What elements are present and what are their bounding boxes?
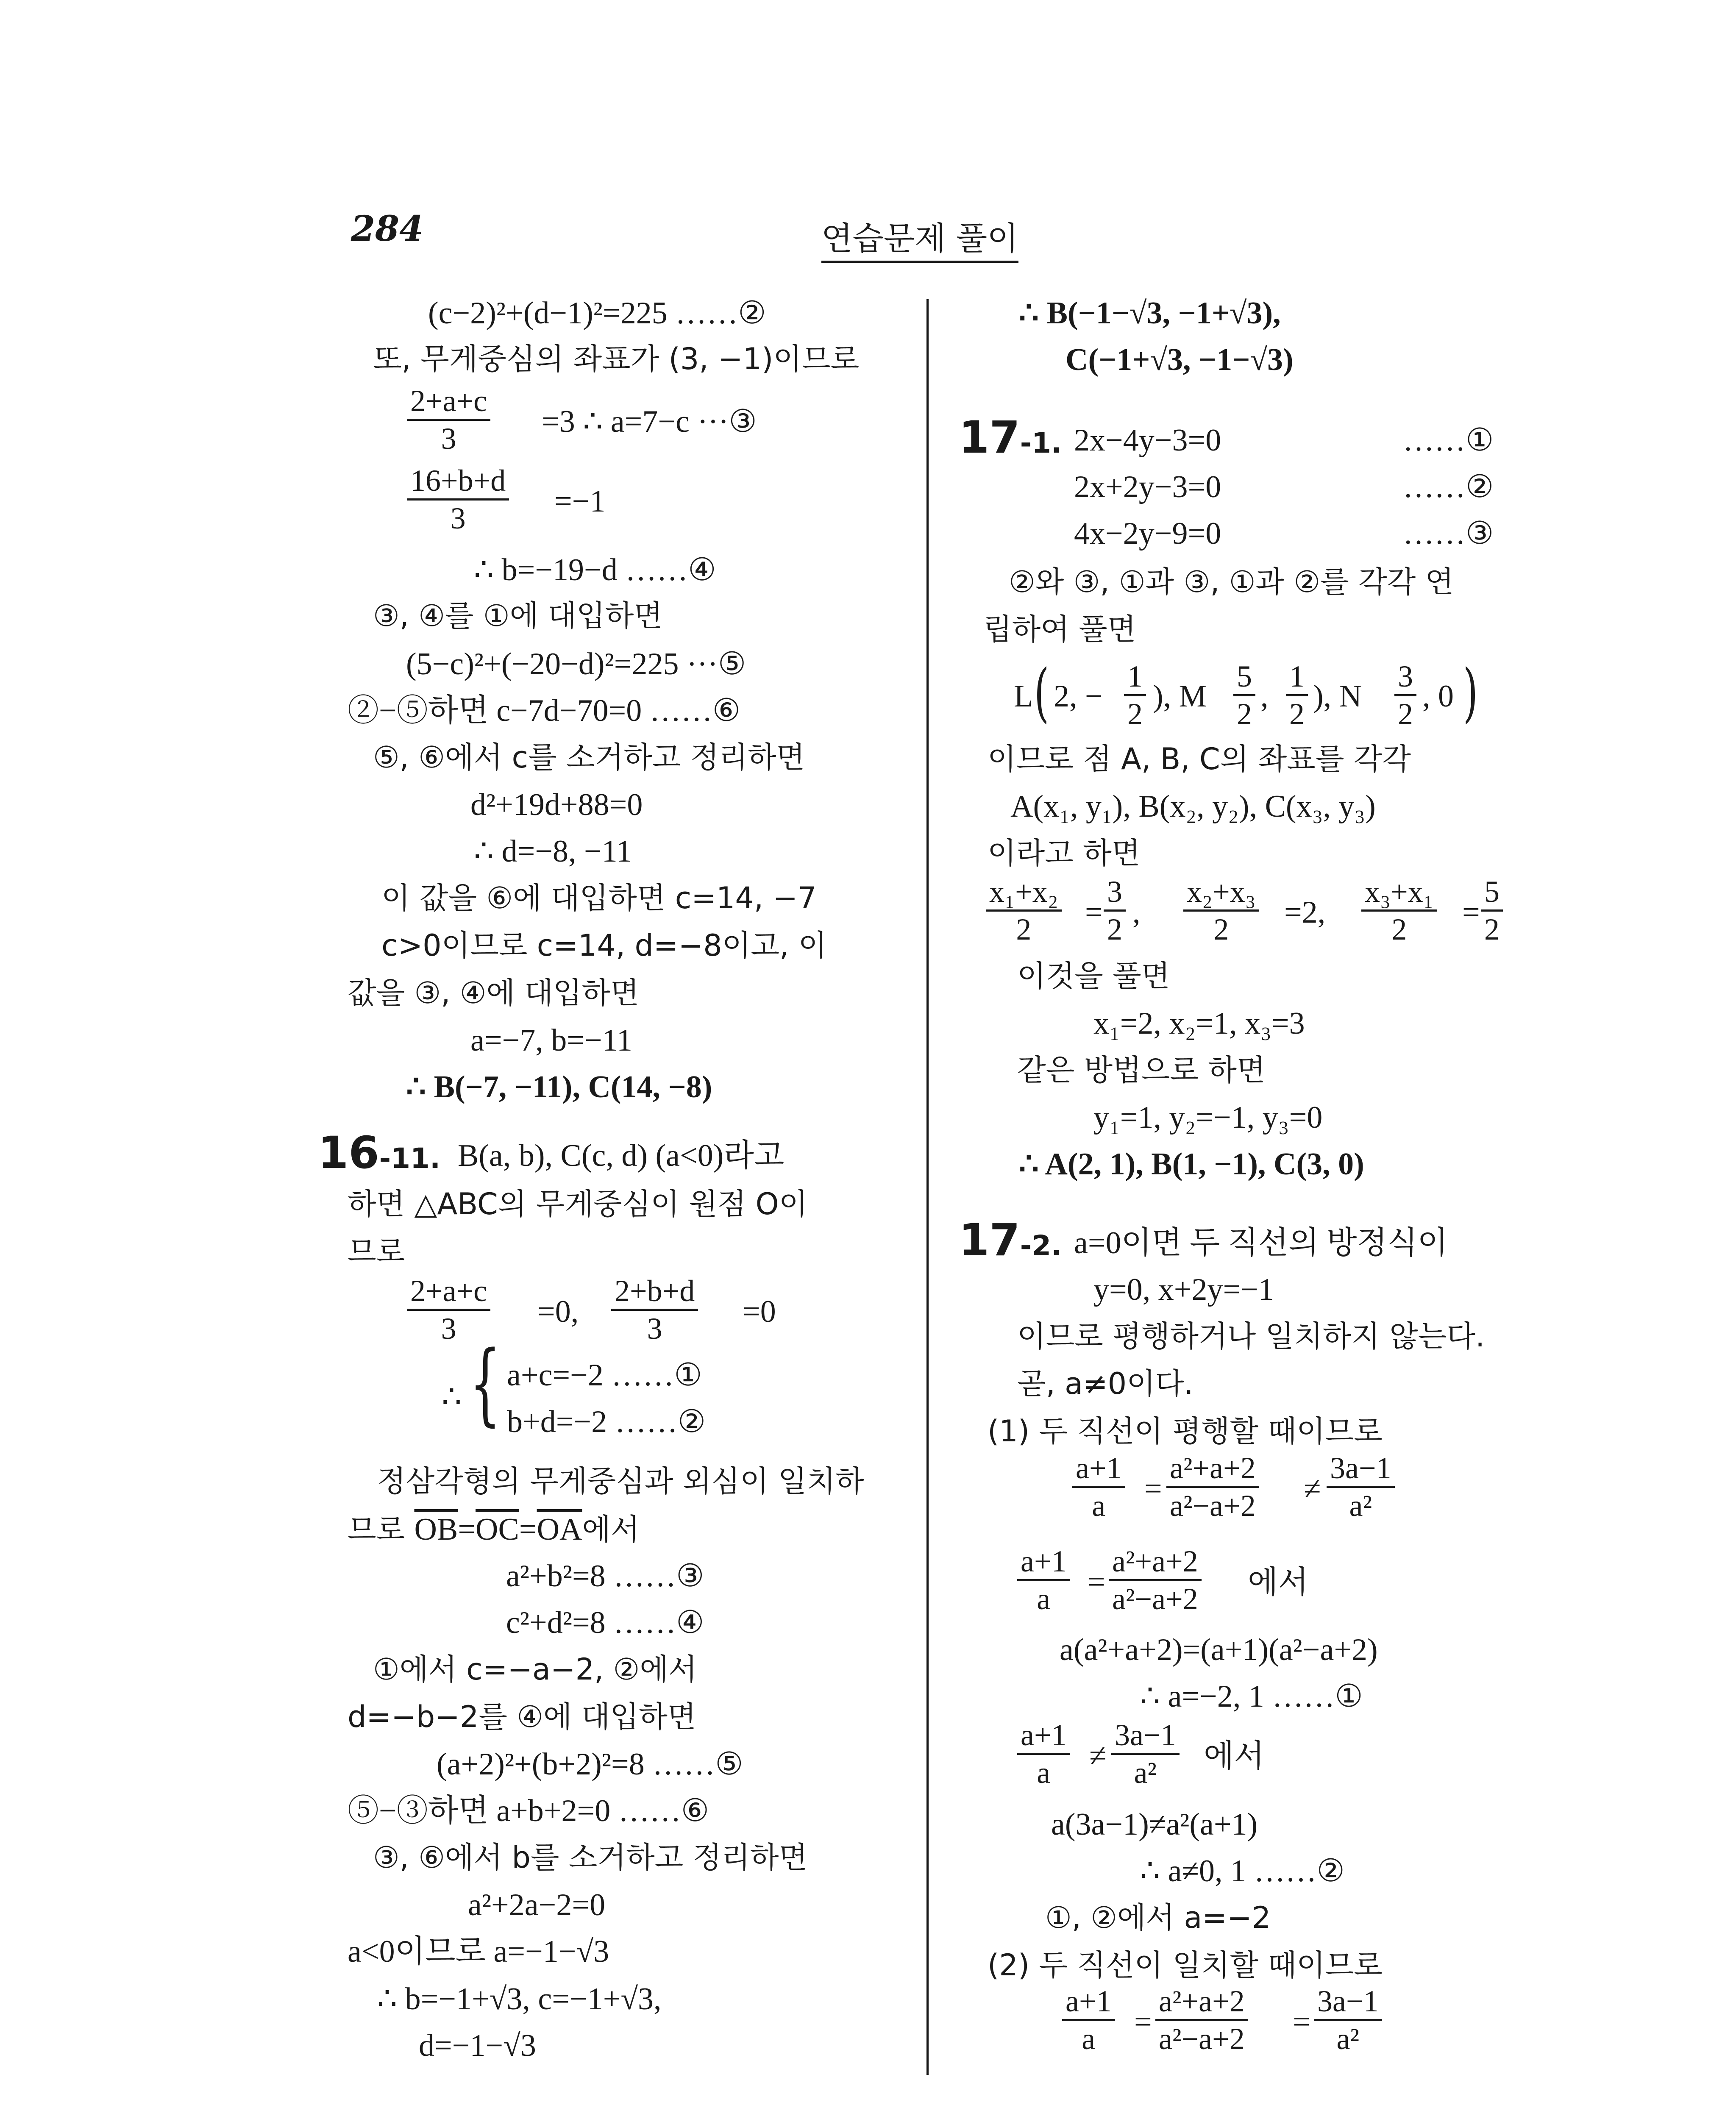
eq-line: ⑤−③하면 a+b+2=0 ……⑥: [348, 1794, 709, 1828]
text-line: ②와 ③, ①과 ③, ①과 ②를 각각 연: [1009, 565, 1454, 599]
fraction: $\frac{5}{2}$: [1481, 876, 1503, 945]
eq-tag: ……②: [1403, 470, 1494, 504]
eq-line: y=0, x+2y=−1: [1093, 1272, 1274, 1307]
fraction: $\frac{\text{x₂+x₃}}{2}$: [1183, 876, 1259, 945]
eq-rest: =0: [743, 1294, 776, 1329]
eq-line: 2x+2y−3=0: [1074, 470, 1221, 504]
paren: ): [1463, 656, 1478, 730]
system-line: a+c=−2 ……①: [507, 1358, 702, 1393]
coord-text: , 0: [1422, 679, 1454, 714]
eq-rest: =2,: [1284, 895, 1326, 930]
eq-line: A(x₁, y₁), B(x₂, y₂), C(x₃, y₃): [1010, 789, 1376, 824]
eq-line: d²+19d+88=0: [470, 787, 643, 822]
text-line: 립하여 풀면: [983, 612, 1136, 647]
coord-sep: ,: [1260, 679, 1269, 714]
fraction: $\frac{\text{a²+a+2}}{\text{a²−a+2}}$: [1166, 1453, 1259, 1521]
eq-sign: =: [1085, 895, 1103, 930]
answer-line: C(−1+√3, −1−√3): [1066, 342, 1294, 377]
eq-line: x₁=2, x₂=1, x₃=3: [1093, 1006, 1305, 1041]
system-line: b+d=−2 ……②: [507, 1404, 706, 1439]
coord-text: ), N: [1313, 679, 1362, 714]
fraction: $\frac{3a-1}{\text{a²}}$: [1327, 1453, 1395, 1521]
eq-rest: =3 ∴ a=7−c ···③: [542, 404, 757, 439]
text-line: 하면 △ABC의 무게중심이 원점 O이: [348, 1187, 808, 1221]
eq-line: y₁=1, y₂=−1, y₃=0: [1093, 1100, 1323, 1135]
eq-rest: 에서: [1204, 1738, 1264, 1774]
text-line: 이것을 풀면: [1017, 959, 1170, 993]
eq-line: ∴ b=−1+√3, c=−1+√3,: [377, 1982, 662, 2016]
fraction: $\frac{1}{2}$: [1124, 661, 1146, 729]
text-line: 이므로 점 A, B, C의 좌표를 각각: [988, 742, 1411, 776]
fraction: $\frac{5}{2}$: [1233, 661, 1255, 729]
eq-line: 2x−4y−3=0: [1074, 423, 1221, 458]
fraction: $\frac{2+a+c}{3}$: [407, 1276, 490, 1344]
problem-text: B(a, b), C(c, d) (a<0)라고: [458, 1138, 785, 1173]
text-line: 이라고 하면: [988, 836, 1141, 870]
text-line: 같은 방법으로 하면: [1017, 1053, 1266, 1087]
eq-sign: =: [1144, 1471, 1162, 1506]
eq-line: ∴ b=−19−d ……④: [474, 553, 716, 587]
text-line: (1) 두 직선이 평행할 때이므로: [988, 1414, 1383, 1449]
eq-line: a<0이므로 a=−1−√3: [348, 1934, 609, 1969]
fraction: $\frac{2+b+d}{3}$: [611, 1276, 698, 1344]
text-line: d=−b−2를 ④에 대입하면: [348, 1699, 696, 1734]
eq-line: ∴ a=−2, 1 ……①: [1140, 1679, 1363, 1714]
eq-rest: 에서: [1248, 1564, 1308, 1600]
fraction: $\frac{2+a+c}{3}$: [407, 386, 490, 454]
eq-line: (5−c)²+(−20−d)²=225 ···⑤: [406, 647, 746, 681]
text-line: ①, ②에서 a=−2: [1045, 1900, 1271, 1935]
eq-line: d=−1−√3: [419, 2028, 536, 2063]
eq-sign: =: [1462, 895, 1480, 930]
eq-line: ②−⑤하면 c−7d−70=0 ……⑥: [348, 693, 741, 728]
text-line: 또, 무게중심의 좌표가 (3, −1)이므로: [373, 342, 860, 376]
fraction: $\frac{\text{a²+a+2}}{\text{a²−a+2}}$: [1155, 1986, 1248, 2054]
coord-text: ), M: [1153, 679, 1207, 714]
eq-sign: ≠: [1304, 1471, 1321, 1506]
eq-line: 4x−2y−9=0: [1074, 516, 1221, 551]
problem-number-17-2: 17-2.: [959, 1214, 1062, 1266]
text-line: 므로: [348, 1234, 405, 1269]
fraction: $\frac{a+1}{a}$: [1072, 1453, 1125, 1521]
eq-tag: ……③: [1403, 516, 1494, 551]
page-number: 284: [351, 209, 424, 249]
eq-line: a(3a−1)≠a²(a+1): [1051, 1807, 1258, 1842]
eq-sign: =: [1134, 2005, 1152, 2039]
text-line: 정삼각형의 무게중심과 외심이 일치하: [377, 1464, 864, 1499]
text-line: ⑤, ⑥에서 c를 소거하고 정리하면: [373, 740, 805, 775]
eq-rest: =−1: [554, 484, 606, 519]
fraction: $\frac{a+1}{a}$: [1062, 1986, 1115, 2054]
coord-text: 2, −: [1054, 679, 1103, 714]
text-line: 므로 $\overline{OB}=\overline{OC}=\overline{OA}$에서: [348, 1512, 640, 1547]
text-line: (2) 두 직선이 일치할 때이므로: [988, 1948, 1383, 1983]
eq-line: ∴ a≠0, 1 ……②: [1140, 1854, 1345, 1888]
eq-sep: ,: [1132, 895, 1141, 930]
page-title: 연습문제 풀이: [821, 213, 1018, 263]
eq-line: a=−7, b=−11: [470, 1023, 633, 1058]
eq-sign: =: [1088, 1565, 1105, 1599]
fraction: $\frac{3}{2}$: [1394, 661, 1416, 729]
eq-tag: ……①: [1403, 423, 1494, 458]
eq-line: (c−2)²+(d−1)²=225 ……②: [428, 296, 766, 331]
problem-number-17-1: 17-1.: [959, 412, 1062, 463]
eq-sign: ≠: [1089, 1738, 1107, 1773]
fraction: $\frac{3}{2}$: [1104, 876, 1126, 945]
fraction: $\frac{16+b+d}{3}$: [407, 465, 509, 534]
fraction: $\frac{\text{x₃+x₁}}{2}$: [1361, 876, 1437, 945]
text-line: 이 값을 ⑥에 대입하면 c=14, −7: [381, 881, 817, 915]
fraction: $\frac{1}{2}$: [1286, 661, 1308, 729]
eq-sign: =: [1293, 2005, 1310, 2039]
answer-line: ∴ B(−7, −11), C(14, −8): [406, 1070, 712, 1104]
eq-line: a²+b²=8 ……③: [506, 1559, 704, 1593]
eq-line: (a+2)²+(b+2)²=8 ……⑤: [437, 1747, 743, 1782]
problem-text: a=0이면 두 직선의 방정식이: [1074, 1226, 1448, 1260]
fraction: $\frac{\text{x₁+x₂}}{2}$: [986, 876, 1062, 945]
text-line: 값을 ③, ④에 대입하면: [348, 976, 639, 1010]
text-line: c>0이므로 c=14, d=−8이고, 이: [381, 928, 827, 963]
fraction: $\frac{3a-1}{\text{a²}}$: [1314, 1986, 1382, 2054]
text-line: 이므로 평행하거나 일치하지 않는다.: [1017, 1319, 1485, 1354]
paren: (: [1034, 656, 1049, 730]
eq-line: a²+2a−2=0: [468, 1888, 606, 1922]
fraction: $\frac{\text{a²+a+2}}{\text{a²−a+2}}$: [1109, 1546, 1202, 1614]
eq-line: a(a²+a+2)=(a+1)(a²−a+2): [1060, 1632, 1378, 1667]
point-label: L: [1014, 679, 1033, 714]
answer-line: ∴ A(2, 1), B(1, −1), C(3, 0): [1019, 1147, 1364, 1182]
brace: {: [470, 1332, 501, 1435]
text-line: 곧, a≠0이다.: [1017, 1366, 1194, 1401]
problem-number-16-11: 16-11.: [318, 1127, 441, 1179]
eq-sep: =0,: [537, 1294, 579, 1329]
fraction: $\frac{a+1}{a}$: [1017, 1546, 1070, 1614]
answer-line: ∴ B(−1−√3, −1+√3),: [1019, 296, 1281, 331]
eq-line: ∴ d=−8, −11: [474, 834, 632, 869]
eq-line: c²+d²=8 ……④: [506, 1605, 704, 1640]
text-line: ①에서 c=−a−2, ②에서: [373, 1652, 697, 1687]
fraction: $\frac{a+1}{a}$: [1017, 1720, 1070, 1788]
fraction: $\frac{3a-1}{\text{a²}}$: [1111, 1720, 1180, 1788]
text-line: ③, ④를 ①에 대입하면: [373, 598, 662, 633]
therefore-symbol: ∴: [442, 1380, 462, 1415]
text-line: ③, ⑥에서 b를 소거하고 정리하면: [373, 1840, 808, 1875]
